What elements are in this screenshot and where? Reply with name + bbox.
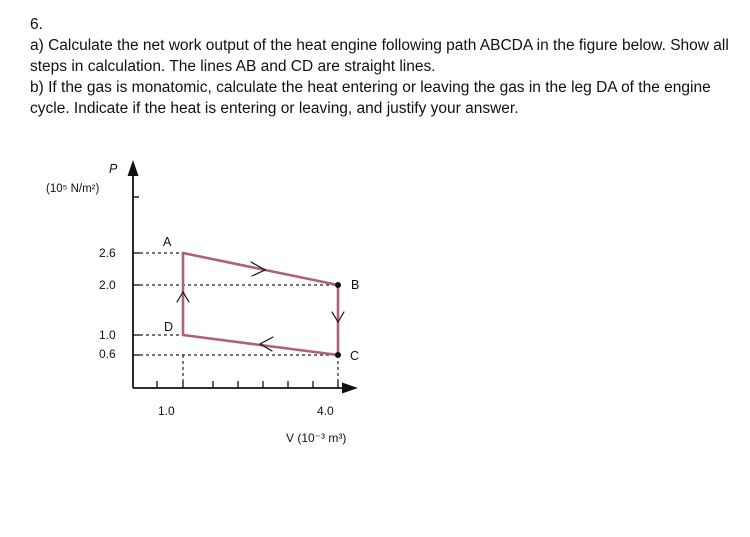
y-axis-symbol: P bbox=[109, 162, 118, 176]
y-tick-label: 2.0 bbox=[99, 278, 116, 292]
question-part-a: a) Calculate the net work output of the heat engine following path ABCDA in the figure below. Show all steps in calculation. The lines AB and CD are straight lines. bbox=[30, 37, 729, 75]
point-label-c: C bbox=[350, 349, 360, 363]
y-tick-label: 2.6 bbox=[99, 246, 116, 260]
y-axis-unit: (10⁵ N/m²) bbox=[46, 183, 100, 195]
x-axis-label: V (10⁻³ m³) bbox=[286, 431, 347, 445]
y-tick-label: 1.0 bbox=[99, 328, 116, 342]
point-label-a: A bbox=[163, 235, 172, 249]
point-c-dot bbox=[335, 352, 341, 358]
point-label-d: D bbox=[164, 320, 174, 334]
y-axis-arrowhead bbox=[128, 160, 139, 176]
x-tick-label: 4.0 bbox=[317, 404, 334, 418]
x-axis-arrowhead bbox=[342, 383, 358, 394]
question-number: 6. bbox=[30, 16, 43, 33]
point-b-dot bbox=[335, 282, 341, 288]
question-part-b: b) If the gas is monatomic, calculate the heat entering or leaving the gas in the leg DA of the engine cycle. Indicate if the heat is entering or leaving, and justify your answer. bbox=[30, 79, 711, 117]
x-tick-label: 1.0 bbox=[158, 404, 175, 418]
point-label-b: B bbox=[351, 278, 360, 292]
path-cd bbox=[183, 335, 338, 355]
path-ab bbox=[183, 253, 338, 285]
y-tick-label: 0.6 bbox=[99, 347, 116, 361]
